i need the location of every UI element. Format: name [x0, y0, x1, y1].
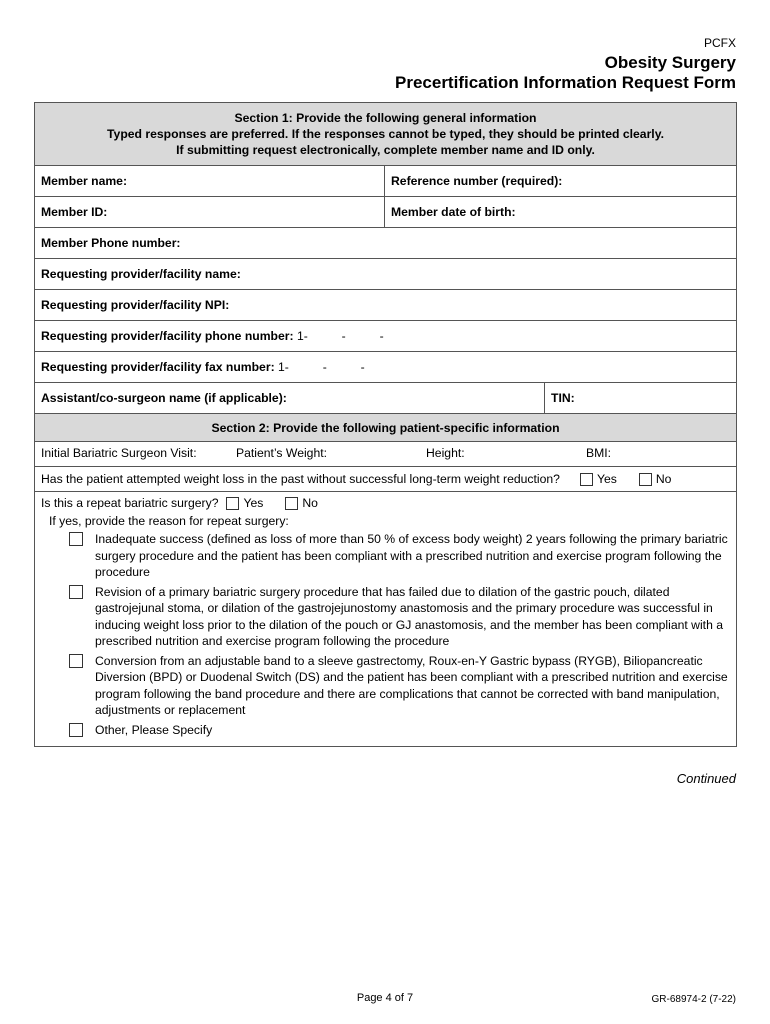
provider-phone-field[interactable]: [35, 321, 737, 352]
assistant-surgeon-field[interactable]: [35, 383, 545, 414]
repeat-yes-checkbox[interactable]: [226, 497, 239, 510]
revision-checkbox[interactable]: [69, 585, 83, 599]
assistant-surgeon-label: Assistant/co-surgeon name (if applicable):: [41, 391, 287, 405]
repeat-surgery-question: Is this a repeat bariatric surgery?: [41, 496, 219, 510]
provider-name-label: Requesting provider/facility name:: [41, 267, 241, 281]
other-text: Other, Please Specify: [95, 722, 213, 737]
bmi-label[interactable]: BMI:: [586, 446, 612, 460]
weight-loss-no-checkbox[interactable]: [639, 473, 652, 486]
member-id-label: Member ID:: [41, 205, 108, 219]
section2-heading: Section 2: Provide the following patient-specific information: [211, 420, 560, 435]
repeat-reason-option: [69, 722, 730, 739]
tin-field[interactable]: [545, 383, 737, 414]
patient-measurements-row: [35, 442, 737, 467]
weight-loss-yes-checkbox[interactable]: [580, 473, 593, 486]
provider-fax-value: 1- - -: [278, 360, 365, 374]
section2-header: [35, 414, 737, 442]
repeat-reason-option: [69, 584, 730, 650]
repeat-surgery-section: [35, 492, 737, 747]
repeat-no-checkbox[interactable]: [285, 497, 298, 510]
provider-phone-value: 1- - -: [296, 329, 384, 343]
page-number: Page 4 of 7: [356, 992, 414, 1004]
member-dob-label: Member date of birth:: [391, 205, 516, 219]
conversion-checkbox[interactable]: [69, 654, 83, 668]
initial-visit-label[interactable]: Initial Bariatric Surgeon Visit:: [41, 446, 197, 460]
provider-fax-label: Requesting provider/facility fax number:: [41, 360, 275, 374]
reference-number-label: Reference number (required):: [391, 174, 563, 188]
continued-label: Continued: [676, 771, 736, 786]
repeat-yes-label: Yes: [243, 496, 264, 510]
member-name-label: Member name:: [41, 174, 128, 188]
precert-form-table: [34, 102, 737, 747]
member-id-field[interactable]: [35, 197, 385, 228]
patient-weight-label[interactable]: Patient’s Weight:: [236, 446, 328, 460]
member-phone-field[interactable]: [35, 228, 737, 259]
weight-loss-no-label: No: [655, 472, 672, 486]
member-phone-label: Member Phone number:: [41, 236, 181, 250]
form-subtitle: Precertification Information Request Form: [395, 73, 736, 92]
revision-text: Revision of a primary bariatric surgery procedure that has failed due to dilation of the gastric pouch, dilated gastrojejunal stoma, or dilation of the gastrojejunostomy anastomosis and the primary procedure was successful in inducing weight loss prior to the dilation of the pouch or GJ anastomosis, and the member has been compliant with a prescribed nutrition and exercise program following the procedure: [95, 584, 724, 648]
section1-heading: Section 1: Provide the following general information: [234, 111, 537, 125]
inadequate-success-text: Inadequate success (defined as loss of more than 50 % of excess body weight) 2 years following the primary bariatric surgery procedure and the patient has been compliant with a prescribed nutrition and exercise program following the procedure: [95, 532, 728, 579]
inadequate-success-checkbox[interactable]: [69, 532, 83, 546]
section1-instruction-electronic: If submitting request electronically, complete member name and ID only.: [176, 143, 595, 157]
form-code-label: PCFX: [703, 36, 736, 50]
section1-header: [35, 103, 737, 166]
provider-npi-label: Requesting provider/facility NPI:: [41, 298, 230, 312]
member-name-field[interactable]: [35, 166, 385, 197]
provider-phone-label: Requesting provider/facility phone number:: [41, 329, 294, 343]
provider-npi-field[interactable]: [35, 290, 737, 321]
conversion-text: Conversion from an adjustable band to a sleeve gastrectomy, Roux-en-Y Gastric bypass (RYGB), Biliopancreatic Diversion (BPD) or Duodenal Switch (DS) and the patient has been compliant with a prescribed nutrition and exercise program following the band procedure and there are complications that cannot be corrected with band manipulation, adjustments or replacement: [95, 653, 728, 717]
member-dob-field[interactable]: [385, 197, 737, 228]
repeat-reason-option: [69, 653, 730, 719]
weight-loss-question: Has the patient attempted weight loss in the past without successful long-term weight reduction?: [41, 472, 560, 486]
reference-number-field[interactable]: [385, 166, 737, 197]
provider-fax-field[interactable]: [35, 352, 737, 383]
weight-loss-question-row: [35, 467, 737, 492]
tin-label: TIN:: [551, 391, 575, 405]
weight-loss-yes-label: Yes: [596, 472, 617, 486]
form-number: GR-68974-2 (7-22): [651, 994, 736, 1005]
repeat-no-label: No: [302, 496, 318, 510]
repeat-reason-option: [69, 531, 730, 581]
other-checkbox[interactable]: [69, 723, 83, 737]
provider-name-field[interactable]: [35, 259, 737, 290]
height-label[interactable]: Height:: [426, 446, 465, 460]
form-title: Obesity Surgery: [604, 53, 736, 72]
repeat-reason-prompt: If yes, provide the reason for repeat surgery:: [49, 514, 289, 528]
section1-instruction-typed: Typed responses are preferred. If the responses cannot be typed, they should be printed clearly.: [107, 127, 664, 141]
